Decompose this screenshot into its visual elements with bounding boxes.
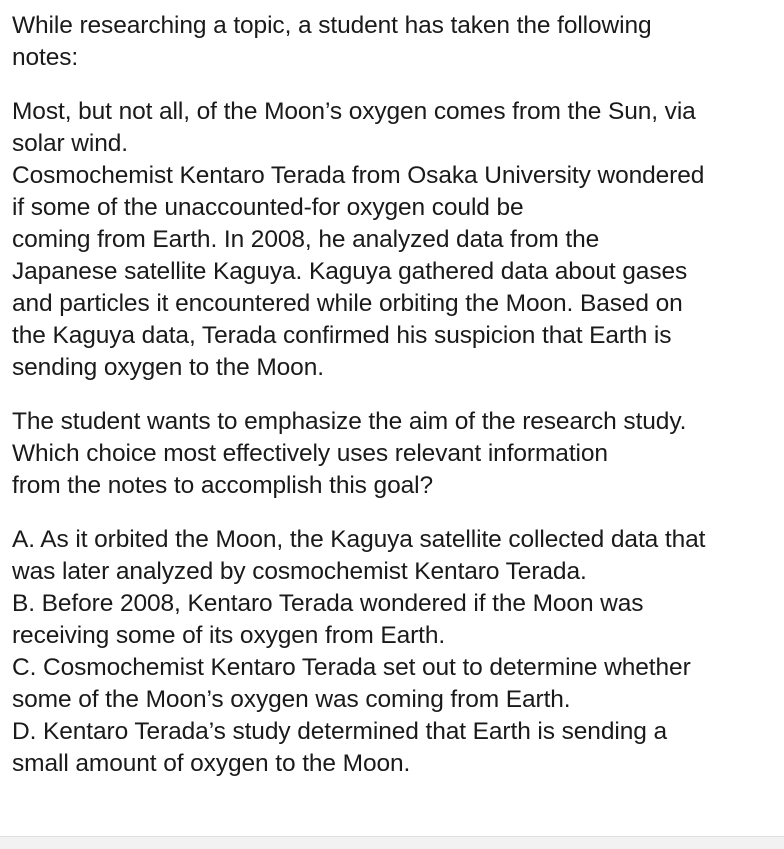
choice-b[interactable] [12,588,782,652]
choice-a-line: was later analyzed by cosmochemist Kentaro Terada. [12,558,587,585]
paragraph-gap [12,74,782,96]
choice-b-line: receiving some of its oxygen from Earth. [12,622,446,649]
notes-paragraph [12,96,782,384]
question-line: The student wants to emphasize the aim of the research study. [12,408,687,435]
choice-a[interactable] [12,524,782,588]
choice-c-line: C. Cosmochemist Kentaro Terada set out to determine whether [12,654,691,681]
choice-c[interactable] [12,652,782,716]
paragraph-gap [12,384,782,406]
notes-line: Cosmochemist Kentaro Terada from Osaka University wondered [12,162,705,189]
notes-line: Most, but not all, of the Moon’s oxygen comes from the Sun, via [12,98,696,125]
notes-line: if some of the unaccounted-for oxygen could be [12,194,524,221]
notes-line: and particles it encountered while orbiting the Moon. Based on [12,290,683,317]
choice-d-line: D. Kentaro Terada’s study determined that Earth is sending a [12,718,667,745]
choice-d-line: small amount of oxygen to the Moon. [12,750,411,777]
bottom-bar [0,836,784,849]
question-prompt [12,406,782,502]
choice-b-line: B. Before 2008, Kentaro Terada wondered if the Moon was [12,590,644,617]
notes-line: Japanese satellite Kaguya. Kaguya gathered data about gases [12,258,688,285]
answer-choices [12,524,782,780]
notes-line: coming from Earth. In 2008, he analyzed data from the [12,226,600,253]
intro-paragraph [12,10,782,74]
intro-line: notes: [12,44,79,71]
notes-line: the Kaguya data, Terada confirmed his suspicion that Earth is [12,322,672,349]
question-line: Which choice most effectively uses relevant information [12,440,608,467]
choice-d[interactable] [12,716,782,780]
question-document [12,10,782,780]
notes-line: sending oxygen to the Moon. [12,354,324,381]
choice-a-line: A. As it orbited the Moon, the Kaguya satellite collected data that [12,526,706,553]
intro-line: While researching a topic, a student has taken the following [12,12,652,39]
choice-c-line: some of the Moon’s oxygen was coming from Earth. [12,686,571,713]
paragraph-gap [12,502,782,524]
notes-line: solar wind. [12,130,129,157]
question-line: from the notes to accomplish this goal? [12,472,433,499]
